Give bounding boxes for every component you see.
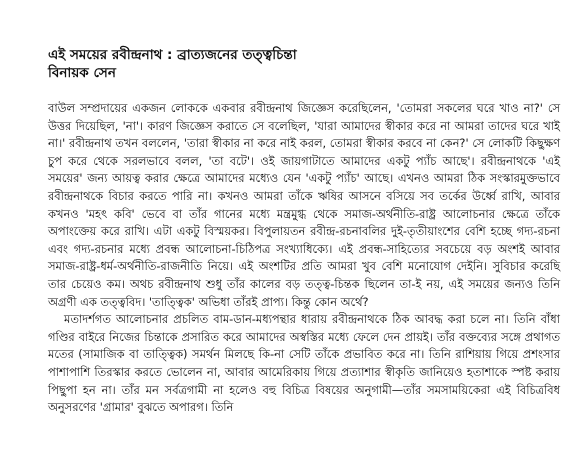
article-author: বিনায়ক সেন bbox=[48, 65, 116, 81]
paragraph-2: মতাদর্শগত আলোচনার প্রচলিত বাম-ডান-মধ্যপন্থার ধারায় রবীন্দ্রনাথকে ঠিক আবদ্ধ করা চলে না। তিনি বাঁধা গণ্ডির বাইরে নিজের চিন্তাকে প্রসারিত করে আমাদের অস্বস্তির মধ্যে ফেলে দেন প্রায়ই। তাঁর বক্তব্যের সঙ্গে প্রথাগত মতের (সামাজিক বা তাত্ত্বিক) সমর্থন মিলছে কি-না সেটি তাঁকে প্রভাবিত করে না। তিনি রাশিয়ায় গিয়ে প্রশংসার পাশাপাশি তিরস্কার করতে ভোলেন না, আবার আমেরিকায় গিয়ে প্রত্যাশার স্বীকৃতি জানিয়েও হতাশাকে স্পষ্ট করায় পিছুপা হন না। তাঁর মন সর্বত্রগামী না হলেও বহু বিচিত্র বিষয়ের অনুগামী—তাঁর সমসাময়িকেরা এই বিচিত্রবিধ অনুসরণের 'গ্রামার' বুঝতে অপারগ। তিনি bbox=[48, 312, 560, 415]
article-title: এই সময়ের রবীন্দ্রনাথ : ব্রাত্যজনের তত্ত্বচিন্তা bbox=[48, 47, 297, 63]
paragraph-1: বাউল সম্প্রদায়ের একজন লোককে একবার রবীন্দ্রনাথ জিজ্ঞেস করেছিলেন, 'তোমরা সকলের ঘরে খাও না?' সে উত্তর দিয়েছিল, 'না'। কারণ জিজ্ঞেস করাতে সে বলেছিল, 'যারা আমাদের স্বীকার করে না আমরা তাদের ঘরে খাই না।' রবীন্দ্রনাথ তখন বললেন, 'তারা স্বীকার না করে নাই করল, তোমরা স্বীকার করবে না কেন?' সে লোকটি কিছুক্ষণ চুপ করে থেকে সরলভাবে বলল, 'তা বটে'। ওই জায়গাটাতে আমাদের একটু প্যাঁচ আছে'। রবীন্দ্রনাথকে 'এই সময়ের' জন্য আয়ত্ব করার ক্ষেত্রে আমাদের মধ্যেও যেন 'একটু প্যাঁচ' আছে। এখনও আমরা ঠিক সংস্কারমুক্তভাবে রবীন্দ্রনাথকে বিচার করতে পারি না। কখনও আমরা তাঁকে ঋষির আসনে বসিয়ে সব তর্কের উর্ধ্বে রাখি, আবার কখনও 'মহৎ কবি' ভেবে বা তাঁর গানের মধ্যে মন্ত্রমুগ্ধ থেকে সমাজ-অর্থনীতি-রাষ্ট্র আলোচনার ক্ষেত্রে তাঁকে অপাংক্তেয় করে রাখি। এটা একটু বিস্ময়কর। বিপুলায়তন রবীন্দ্র-রচনাবলির দুই-তৃতীয়াংশের বেশি হচ্ছে গদ্য-রচনা এবং গদ্য-রচনার মধ্যে প্রবন্ধ আলোচনা-চিঠিপত্র সংখ্যাধিক্যে। এই প্রবন্ধ-সাহিত্যের সবচেয়ে বড় অংশই আবার সমাজ-রাষ্ট্র-ধর্ম-অর্থনীতি-রাজনীতি নিয়ে। এই অংশটির প্রতি আমরা খুব বেশি মনোযোগ দেইনি। সুবিচার করেছি তার চেয়েও কম। অথচ রবীন্দ্রনাথ শুধু তাঁর কালের বড় তত্ত্ব-চিন্তক ছিলেন তা-ই নয়, এই সময়ের জন্যও তিনি অগ্রণী এক তত্ত্ববিদ। 'তাত্ত্বিক' অভিধা তাঁরই প্রাপ্য। কিন্তু কোন অর্থে? bbox=[48, 101, 560, 309]
article-body bbox=[48, 100, 560, 417]
